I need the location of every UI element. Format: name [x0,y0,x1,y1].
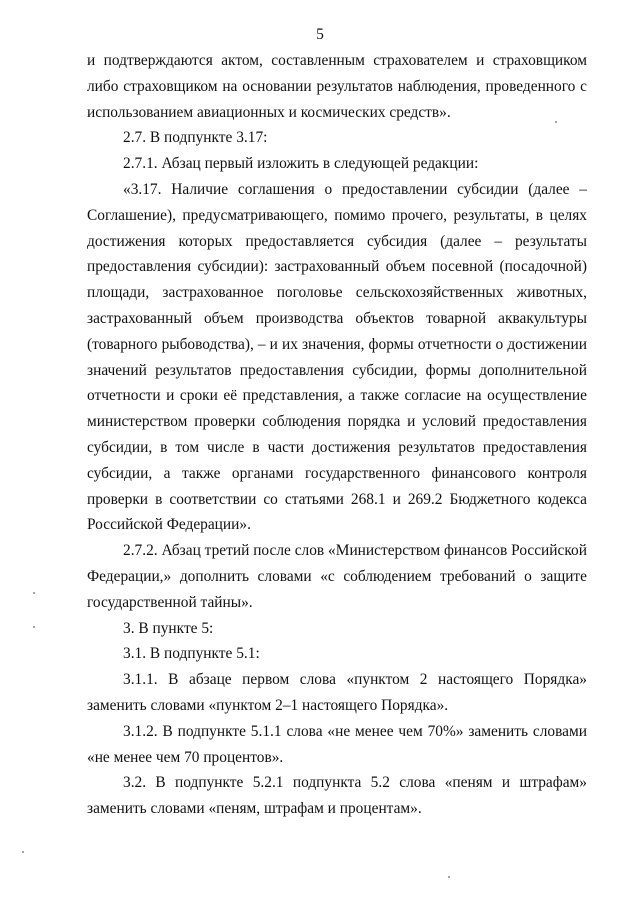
scan-speck [555,121,557,123]
scan-speck [448,876,450,878]
page-number: 5 [316,26,324,43]
scan-speck [33,626,35,628]
paragraph-2-7: 2.7. В подпункте 3.17: [123,129,268,147]
scan-speck [22,851,24,853]
paragraph-3: 3. В пункте 5: [123,619,214,637]
document-body [87,48,587,822]
scan-speck [33,592,35,594]
paragraph-2-7-1: 2.7.1. Абзац первый изложить в следующей редакции: [123,155,479,173]
paragraph-3-1-2: 3.1.2. В подпункте 5.1.1 слова «не менее чем 70%» заменить словами «не менее чем 70 процентов». [87,722,587,766]
paragraph-2-7-2: 2.7.2. Абзац третий после слов «Министерством финансов Российской Федерации,» дополнить словами «с соблюдением требований о защите государственной тайны». [87,542,587,611]
paragraph-3-1: 3.1. В подпункте 5.1: [123,645,260,663]
paragraph-3-2: 3.2. В подпункте 5.2.1 подпункта 5.2 слова «пеням и штрафам» заменить словами «пеням, штрафам и процентам». [87,774,587,818]
paragraph-3-17-quote: «3.17. Наличие соглашения о предоставлении субсидии (далее – Соглашение), предусматривающего, помимо прочего, результаты, в целях достижения которых предоставляется субсидия (далее – результаты предоставления субсидии): застрахованный объем посевной (посадочной) площади, застрахованное поголовье сельскохозяйственных животных, застрахованный объем производства объектов товарной аквакультуры (товарного рыбоводства), – и их значения, формы отчетности о достижении значений результатов предоставления субсидии, формы дополнительной отчетности и сроки её представления, а также согласие на осуществление министерством проверки соблюдения порядка и условий предоставления субсидии, в том числе в части достижения результатов предоставления субсидии, а также органами государственного финансового контроля проверки в соответствии со статьями 268.1 и 269.2 Бюджетного кодекса Российской Федерации». [87,180,587,534]
paragraph-3-1-1: 3.1.1. В абзаце первом слова «пунктом 2 настоящего Порядка» заменить словами «пунктом 2–1 настоящего Порядка». [87,671,587,714]
paragraph-continuation: и подтверждаются актом, составленным страхователем и страховщиком либо страховщиком на основании результатов наблюдения, проведенного с использованием авиационных и космических средств». [87,52,587,121]
